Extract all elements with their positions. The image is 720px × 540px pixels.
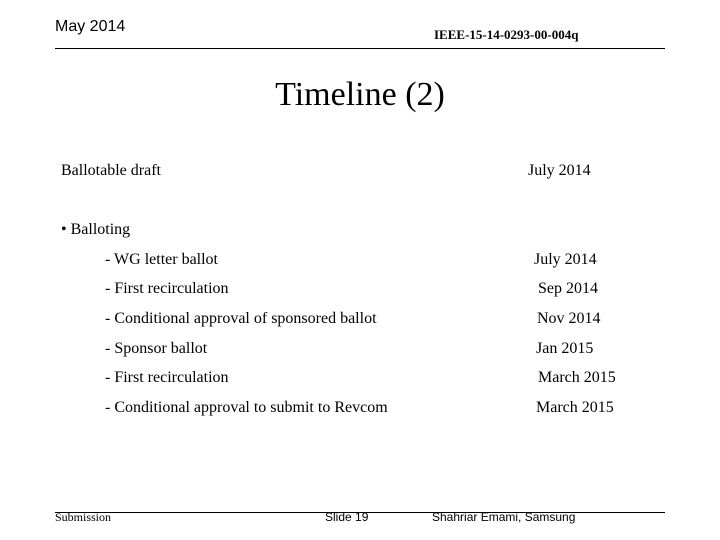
list-item-label: - First recirculation [105, 280, 229, 297]
ballotable-draft-label: Ballotable draft [61, 162, 161, 179]
header-date: May 2014 [55, 18, 126, 35]
list-item-date: July 2014 [534, 251, 597, 268]
slide-title: Timeline (2) [275, 76, 445, 113]
footer-author: Shahriar Emami, Samsung [432, 510, 576, 524]
document-id: IEEE-15-14-0293-00-004q [434, 27, 579, 42]
list-item-date: March 2015 [538, 369, 616, 386]
list-item-date: Sep 2014 [538, 280, 598, 297]
list-item-label: - WG letter ballot [105, 251, 218, 268]
slide-number: Slide 19 [325, 510, 369, 524]
list-item-label: - First recirculation [105, 369, 229, 386]
list-item-date: March 2015 [536, 399, 614, 416]
footer-submission: Submission [55, 510, 112, 524]
list-item-label: - Conditional approval to submit to Revcom [105, 399, 388, 416]
list-item-label: - Conditional approval of sponsored ballot [105, 310, 377, 327]
list-item-label: - Sponsor ballot [105, 340, 208, 357]
balloting-heading: • Balloting [61, 221, 131, 238]
list-item-date: Jan 2015 [536, 340, 594, 357]
list-item-date: Nov 2014 [537, 310, 601, 327]
header-divider [55, 48, 665, 49]
ballotable-draft-date: July 2014 [528, 162, 591, 179]
